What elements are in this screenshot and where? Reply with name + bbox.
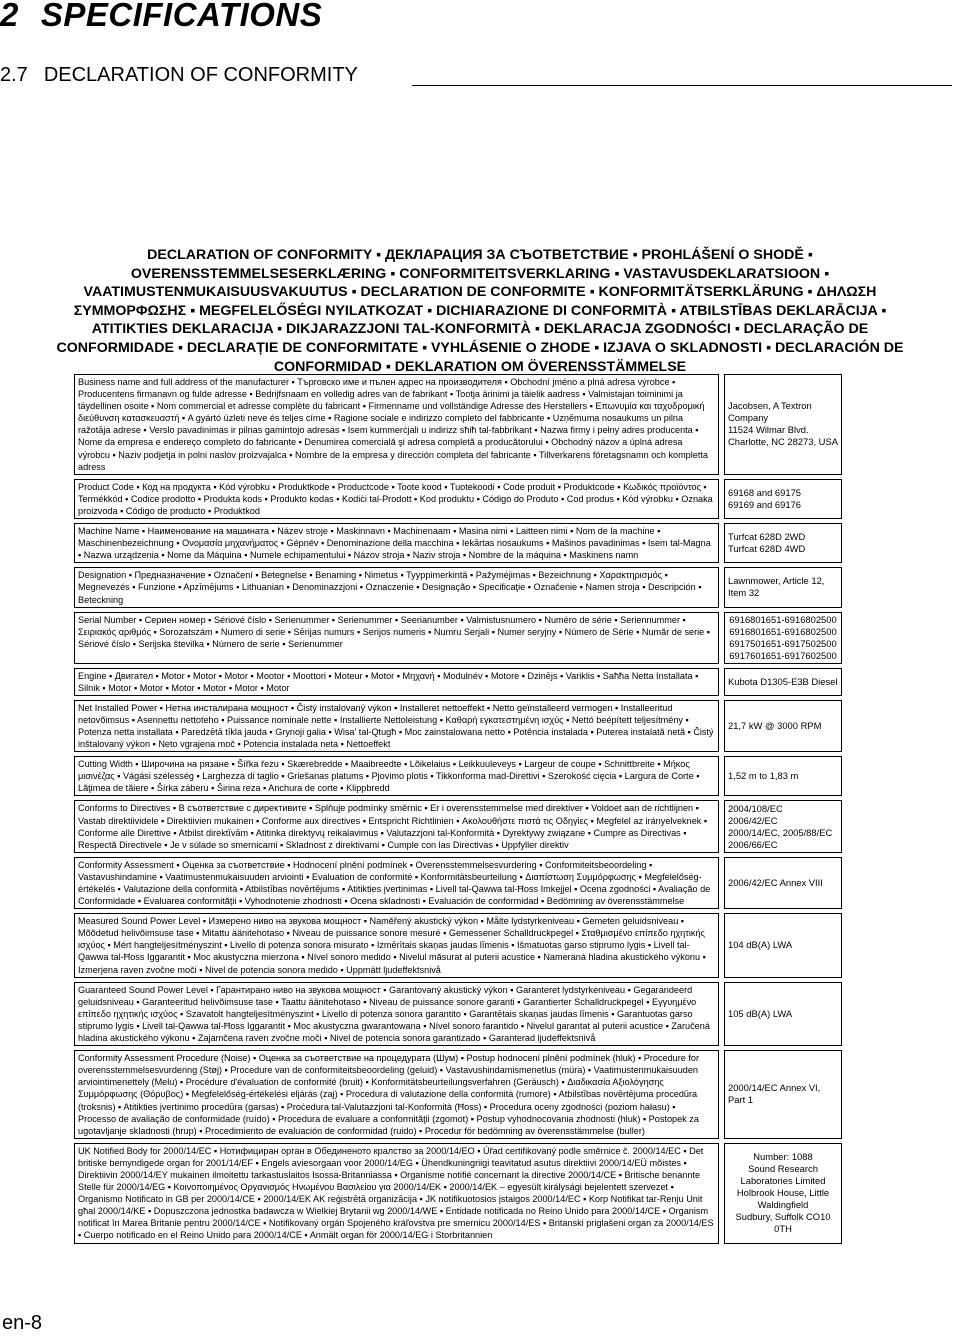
- value-line: 105 dB(A) LWA: [728, 1007, 793, 1019]
- declaration-field-value: [724, 700, 842, 752]
- declaration-field-label: Net Installed Power ▪ Нетна инсталирана мощност ▪ Čistý instalovaný výkon ▪ Installeret nettoeffekt ▪ Netto geïnstalleerd vermogen ▪ Installeeritud netovõimsus ▪ Asennettu nettoteho ▪ Puissance nominale nette ▪ Installierte Nettoleistung ▪ Καθαρή εγκατεστημένη ισχύς ▪ Nettó beépített teljesítmény ▪ Potenza netta installata ▪ Paredzētā tīkla jauda ▪ Grynoji galia ▪ Wisa' tal-Qtugħ ▪ Moc zainstalowana netto ▪ Potência instalada ▪ Puterea instalată netă ▪ Čistý inštalovaný výkon ▪ Neto vgrajena moč ▪ Potencia instalada neta ▪ Nettoeffekt: [74, 700, 719, 752]
- declaration-row: [74, 374, 842, 475]
- value-line: 104 dB(A) LWA: [728, 939, 793, 951]
- declaration-field-value: [724, 913, 842, 977]
- value-line: Sound Research Laboratories Limited: [740, 1163, 826, 1187]
- value-line: Holbrook House, Little Waldingfield: [736, 1187, 830, 1211]
- declaration-field-value: [724, 800, 842, 852]
- value-line: Turfcat 628D 4WD: [728, 543, 806, 555]
- value-line: 2006/66/EC: [728, 838, 778, 850]
- declaration-row: [74, 668, 842, 696]
- declaration-row: [74, 913, 842, 977]
- declaration-field-value: [724, 668, 842, 696]
- declaration-field-label: Designation ▪ Предназначение ▪ Označení ▪ Betegnelse ▪ Benaming ▪ Nimetus ▪ Tyyppimerkintä ▪ Pažymėjimas ▪ Bezeichnung ▪ Χαρακτηρισμός ▪ Megnevezés ▪ Funzione ▪ Apzīmējums ▪ Lithuanian ▪ Denominazzjoni ▪ Oznaczenie ▪ Designação ▪ Specificaţie ▪ Označenie ▪ Namen stroja ▪ Descripción ▪ Beteckning: [74, 567, 719, 607]
- declaration-heading: DECLARATION OF CONFORMITY ▪ ДЕКЛАРАЦИЯ ЗА СЪОТВЕТСТВИЕ ▪ PROHLÁŠENÍ O SHODĚ ▪ OVERENSSTEMMELSESERKLÆRING ▪ CONFORMITEITSVERKLARING ▪ VASTAVUSDEKLARATSIOON ▪ VAATIMUSTENMUKAISUUSVAKUUTUS ▪ DECLARATION DE CONFORMITE ▪ KONFORMITÄTSERKLÄRUNG ▪ ΔΗΛΩΣΗ ΣΥΜΜΟΡΦΩΣΗΣ ▪ MEGFELELŐSÉGI NYILATKOZAT ▪ DICHIARAZIONE DI CONFORMITÀ ▪ ATBILSTĪBAS DEKLARĀCIJA ▪ ATITIKTIES DEKLARACIJA ▪ DIKJARAZZJONI TAL-KONFORMITÀ ▪ DEKLARACJA ZGODNOŚCI ▪ DECLARAÇÃO DE CONFORMIDADE ▪ DECLARAȚIE DE CONFORMITATE ▪ VYHLÁSENIE O ZHODE ▪ IZJAVA O SKLADNOSTI ▪ DECLARACIÓN DE CONFORMIDAD ▪ DEKLARATION OM ÖVERENSSTÄMMELSE: [56, 247, 904, 375]
- declaration-field-value: [724, 1143, 842, 1244]
- declaration-field-label: Business name and full address of the manufacturer ▪ Търговско име и пълен адрес на производителя ▪ Obchodní jméno a plná adresa výrobce ▪ Producentens firmanavn og fulde adresse ▪ Bedrijfsnaam en volledig adres van de fabrikant ▪ Tootja ärinimi ja täielik aadress ▪ Valmistajan toiminimi ja täydellinen osoite ▪ Nom commercial et adresse complète du fabricant ▪ Firmenname und vollständige Adresse des Herstellers ▪ Επωνυμία και ταχυδρομική διεύθυνση κατασκευαστή ▪ A gyártó üzleti neve és teljes címe ▪ Ragione sociale e indirizzo completo del fabbricante ▪ Uzņēmuma nosaukums un pilna ražotāja adrese ▪ Verslo pavadinimas ir pilnas gamintojo adresas ▪ Isem kummerċjali u indirizz sħiħ tal-fabbrikant ▪ Nazwa firmy i pełny adres producenta ▪ Nome da empresa e endereço completo do fabricante ▪ Denumirea comercială şi adresa completă a producătorului ▪ Obchodný názov a úplná adresa výrobcu ▪ Naziv podjetja in polni naslov proizvajalca ▪ Nombre de la empresa y dirección completa del fabricante ▪ Tillverkarens företagsnamn och kompletta adress: [74, 374, 719, 475]
- declaration-row: [74, 567, 842, 607]
- value-line: Jacobsen, A Textron Company: [728, 400, 812, 424]
- declaration-field-value: [724, 374, 842, 475]
- declaration-row: [74, 1143, 842, 1244]
- declaration-row: [74, 700, 842, 752]
- declaration-row: [74, 800, 842, 852]
- chapter-title: SPECIFICATIONS: [40, 0, 323, 33]
- value-line: 2000/14/EC Annex VI, Part 1: [728, 1082, 821, 1106]
- declaration-field-label: Conformity Assessment Procedure (Noise) ▪ Оценка за съответствие на процедурата (Шум) ▪ Postup hodnocení plnění podmínek (hluk) ▪ Procedure for overensstemmelsesvurdering (Støj) ▪ Procedure van de conformiteitsbeoordeling (geluid) ▪ Vastavushindamismenetlus (müra) ▪ Vaatimustenmukaisuuden arviointimenettely (Melu) ▪ Procédure d'évaluation de conformité (bruit) ▪ Konformitätsbeurteilungsverfahren (Geräusch) ▪ Διαδικασία Αξιολόγησης Συμμόρφωσης (Θόρυβος) ▪ Megfelelőség-értékelési eljárás (zaj) ▪ Procedura di valutazione della conformità (rumore) ▪ Atbilstības novērtējuma procedūra (troksnis) ▪ Atitikties įvertinimo procedūra (garsas) ▪ Proċedura tal-Valutazzjoni tal-Konformità (Ħoss) ▪ Procedura oceny zgodności (poziom hałasu) ▪ Processo de avaliação de conformidade (ruído) ▪ Procedura de evaluare a conformităţii (zgomot) ▪ Postup vyhodnocovania zhodnosti (hluk) ▪ Postopek za ugotavljanje skladnosti (hrup) ▪ Procedimiento de evaluación de conformidad (ruido) ▪ Procedur för bedömning av överensstämmelse (buller): [74, 1050, 719, 1139]
- section-number: 2.7: [0, 64, 28, 86]
- declaration-field-label: Guaranteed Sound Power Level ▪ Гарантирано ниво на звукова мощност ▪ Garantovaný akustický výkon ▪ Garanteret lydstyrkeniveau ▪ Gegarandeerd geluidsniveau ▪ Garanteeritud helivõimsuse tase ▪ Taattu äänitehotaso ▪ Niveau de puissance sonore garanti ▪ Garantierter Schalldruckpegel ▪ Εγγυημένο επίπεδο ηχητικής ισχύος ▪ Szavatolt hangteljesítményszint ▪ Livello di potenza sonora garantito ▪ Garantētais skaņas jaudas līmenis ▪ Garantuotas garso stiprumo lygis ▪ Livell tal-Qawwa tal-Ħoss Iggarantit ▪ Moc akustyczna gwarantowana ▪ Nível sonoro farantido ▪ Nivelul garantat al puterii acustice ▪ Zaručená hladina akustického výkonu ▪ Zajamčena raven zvočne moči ▪ Nivel de potencia sonora garantizado ▪ Garanterad ljudeffektsnivå: [74, 982, 719, 1046]
- declaration-field-value: [724, 523, 842, 563]
- declaration-row: [74, 612, 842, 664]
- value-line: Lawnmower, Article 12, Item 32: [728, 575, 825, 599]
- declaration-field-label: Measured Sound Power Level ▪ Измерено ниво на звукова мощност ▪ Naměřený akustický výkon ▪ Målte lydstyrkeniveau ▪ Gemeten geluidsniveau ▪ Mõõdetud helivõimsuse tase ▪ Mitattu äänitehotaso ▪ Niveau de puissance sonore mesuré ▪ Gemessener Schalldruckpegel ▪ Σταθμισμένο επίπεδο ηχητικής ισχύος ▪ Mért hangteljesítményszint ▪ Livello di potenza sonora misurato ▪ Izmērītais skaņas jaudas līmenis ▪ Išmatuotas garso stiprumo lygis ▪ Livell tal-Qawwa tal-Ħoss Iggarantit ▪ Moc akustyczna mierzona ▪ Nível sonoro medido ▪ Nivelul măsurat al puterii acustice ▪ Nameraná hladina akustického výkonu ▪ Izmerjena raven zvočne moči ▪ Nivel de potencia sonora medido ▪ Uppmätt ljudeffektsnivå: [74, 913, 719, 977]
- value-line: Kubota D1305-E3B Diesel: [728, 675, 838, 687]
- section-title: DECLARATION OF CONFORMITY: [43, 64, 358, 86]
- value-line: 6916801651-6916802500: [729, 625, 837, 637]
- declaration-field-value: [724, 1050, 842, 1139]
- value-line: 21,7 kW @ 3000 RPM: [728, 719, 822, 731]
- declaration-field-value: [724, 982, 842, 1046]
- declaration-row: [74, 1050, 842, 1139]
- chapter-number: 2: [0, 0, 19, 33]
- value-line: 11524 Wilmar Blvd.: [728, 424, 809, 436]
- declaration-field-label: Conformity Assessment ▪ Оценка за съответствие ▪ Hodnocení plnění podmínek ▪ Overensstemmelsesvurdering ▪ Conformiteitsbeoordeling ▪ Vastavushindamine ▪ Vaatimustenmukaisuuden arviointi ▪ Evaluation de conformité ▪ Konformitätsbeurteilung ▪ Διαπίστωση Συμμόρφωσης ▪ Megfelelőség-értékelés ▪ Valutazione della conformità ▪ Atbilstības novērtējums ▪ Atitikties įvertinimas ▪ Livell tal-Qawwa tal-Ħoss Imkejjel ▪ Ocena zgodności ▪ Avaliação de Conformidade ▪ Evaluarea conformităţii ▪ Vyhodnotenie zhodnosti ▪ Ocena skladnosti ▪ Evaluación de conformidad ▪ Bedömning av överensstämmelse: [74, 857, 719, 909]
- declaration-field-value: [724, 612, 842, 664]
- value-line: Turfcat 628D 2WD: [728, 531, 806, 543]
- chapter-heading: [0, 0, 323, 33]
- declaration-field-label: Cutting Width ▪ Широчина на рязане ▪ Šířka řezu ▪ Skærebredde ▪ Maaibreedte ▪ Lõikelaius ▪ Leikkuuleveys ▪ Largeur de coupe ▪ Schnittbreite ▪ Μήκος μισινέζας ▪ Vágási szélesség ▪ Larghezza di taglio ▪ Griešanas platums ▪ Pjovimo plotis ▪ Tikkonforma mad-Direttivi ▪ Szerokość cięcia ▪ Largura de Corte ▪ Lăţimea de tăiere ▪ Šírka záberu ▪ Širina reza ▪ Anchura de corte ▪ Klippbredd: [74, 756, 719, 796]
- declaration-field-label: Conforms to Directives ▪ В съответствие с директивите ▪ Splňuje podmínky směrnic ▪ Er i overensstemmelse med direktiver ▪ Voldoet aan de richtlijnen ▪ Vastab direktiividele ▪ Direktiivien mukainen ▪ Conforme aux directives ▪ Entspricht Richtlinien ▪ Ακολουθήστε πιστά τις Οδηγίες ▪ Megfelel az irányelveknek ▪ Conforme alle Direttive ▪ Atbilst direktīvām ▪ Atitinka direktyvų reikalavimus ▪ Valutazzjoni tal-Konformità ▪ Dyrektywy związane ▪ Cumpre as Directivas ▪ Respectă Directivele ▪ Je v súlade so smernicami ▪ Skladnost z direktivami ▪ Cumple con las Directivas ▪ Uppfyller direktiv: [74, 800, 719, 852]
- value-line: 6916801651-6916802500: [729, 613, 837, 625]
- declaration-row: [74, 857, 842, 909]
- value-line: 69169 and 69176: [728, 498, 801, 510]
- value-line: Sudbury, Suffolk CO10 0TH: [735, 1211, 831, 1235]
- declaration-field-label: Serial Number ▪ Сериен номер ▪ Sériové číslo ▪ Serienummer ▪ Serienummer ▪ Seerianumber ▪ Valmistusnumero ▪ Numéro de série ▪ Seriennummer ▪ Σειριακός αριθμός ▪ Sorozatszám ▪ Numero di serie ▪ Sērijas numurs ▪ Serijos numeris ▪ Numru Serjali ▪ Numer seryjny ▪ Número de Série ▪ Număr de serie ▪ Sériové číslo ▪ Serijska številka ▪ Número de serie ▪ Serienummer: [74, 612, 719, 664]
- declaration-row: [74, 982, 842, 1046]
- value-line: 2000/14/EC, 2005/88/EC: [728, 826, 833, 838]
- declaration-field-label: UK Notified Body for 2000/14/EC ▪ Нотифициран орган в Обединеното кралство за 2000/14/ЕО ▪ Úřad certifikovaný podle směrnice č. 2000/14/EC ▪ Det britiske bemyndigede organ for 2001/14/EF ▪ Engels aviesorgaan voor 2000/14/EG ▪ Ühendkuningriigi teavitatud asutus direktiivi 2000/14/EÜ mõistes ▪ Direktiivin 2000/14/EY mukainen ilmoitettu tarkastuslaitos Isossa-Britanniassa ▪ Organisme notifié concernant la directive 2000/14/CE ▪ Britische benannte Stelle für 2000/14/EG ▪ Κοινοποιημένος Οργανισμός Ηνωμένου Βασιλείου για 2000/14/ΕΚ ▪ 2000/14/EK – egyesült királysági bejelentett szervezet ▪ Organismo Notificato in GB per 2000/14/CE ▪ 2000/14/EK AK reģistrētā organizācija ▪ JK notifikuotosios įstaigos 2000/14/EC ▪ Korp Notifikat tar-Renju Unit għal 2000/14/KE ▪ Dopuszczona jednostka badawcza w Wielkiej Brytanii wg 2000/14/WE ▪ Entidade notificada no Reino Unido para 2000/14/CE ▪ Organism notificat în Marea Britanie pentru 2000/14/CE ▪ Notifikovaný orgán Spojeného kráľovstva pre smernicu 2000/14/ES ▪ Britanski priglašeni organ za 2000/14/ES ▪ Cuerpo notificado en el Reino Unido para 2000/14/CE ▪ Anmält organ för 2000/14/EG i Storbritannien: [74, 1143, 719, 1244]
- value-line: Charlotte, NC 28273, USA: [728, 436, 838, 448]
- declaration-field-label: Product Code ▪ Код на продукта ▪ Kód výrobku ▪ Produktkode ▪ Productcode ▪ Toote kood ▪ Tuotekoodi ▪ Code produit ▪ Produktcode ▪ Κωδικός προϊόντος ▪ Termékkód ▪ Codice prodotto ▪ Produkta kods ▪ Produkto kodas ▪ Kodiċi tal-Prodott ▪ Kod produktu ▪ Código do Produto ▪ Cod produs ▪ Kód výrobku ▪ Oznaka proizvoda ▪ Código de producto ▪ Produktkod: [74, 479, 719, 519]
- declaration-field-value: [724, 756, 842, 796]
- page-label: en-8: [2, 1312, 43, 1334]
- declaration-row: [74, 523, 842, 563]
- declaration-field-value: [724, 479, 842, 519]
- value-line: 69168 and 69175: [728, 486, 801, 498]
- declaration-field-label: Machine Name ▪ Наименование на машината ▪ Název stroje ▪ Maskinnavn ▪ Machinenaam ▪ Masina nimi ▪ Laitteen nimi ▪ Nom de la machine ▪ Maschinenbezeichnung ▪ Ονομασία μηχανήματος ▪ Gépnév ▪ Denominazione della macchina ▪ Iekārtas nosaukums ▪ Mašinos pavadinimas ▪ Isem tal-Magna ▪ Nazwa urządzenia ▪ Nome da Máquina ▪ Numele echipamentului ▪ Názov stroja ▪ Naziv stroja ▪ Nombre de la máquina ▪ Maskinens namn: [74, 523, 719, 563]
- value-line: 2006/42/EC Annex VIII: [728, 877, 823, 888]
- declaration-row: [74, 756, 842, 796]
- section-rule: [412, 85, 952, 86]
- value-line: 6917501651-6917502500: [729, 637, 837, 649]
- declaration-field-value: [724, 567, 842, 607]
- value-line: 6917601651-6917602500: [729, 649, 837, 661]
- declaration-table: [74, 374, 842, 1244]
- declaration-field-value: [724, 857, 842, 909]
- value-line: Number: 1088: [753, 1151, 813, 1163]
- value-line: 2006/42/EC: [728, 814, 778, 826]
- declaration-row: [74, 479, 842, 519]
- value-line: 1,52 m to 1,83 m: [728, 770, 799, 782]
- section-heading: [0, 64, 952, 86]
- declaration-field-label: Engine ▪ Двигател ▪ Motor ▪ Motor ▪ Motor ▪ Mootor ▪ Moottori ▪ Moteur ▪ Motor ▪ Μηχανή ▪ Modulnév ▪ Motore ▪ Dzinējs ▪ Variklis ▪ Saħħa Netta Installata ▪ Silnik ▪ Motor ▪ Motor ▪ Motor ▪ Motor ▪ Motor ▪ Motor: [74, 668, 719, 696]
- value-line: 2004/108/EC: [728, 802, 783, 814]
